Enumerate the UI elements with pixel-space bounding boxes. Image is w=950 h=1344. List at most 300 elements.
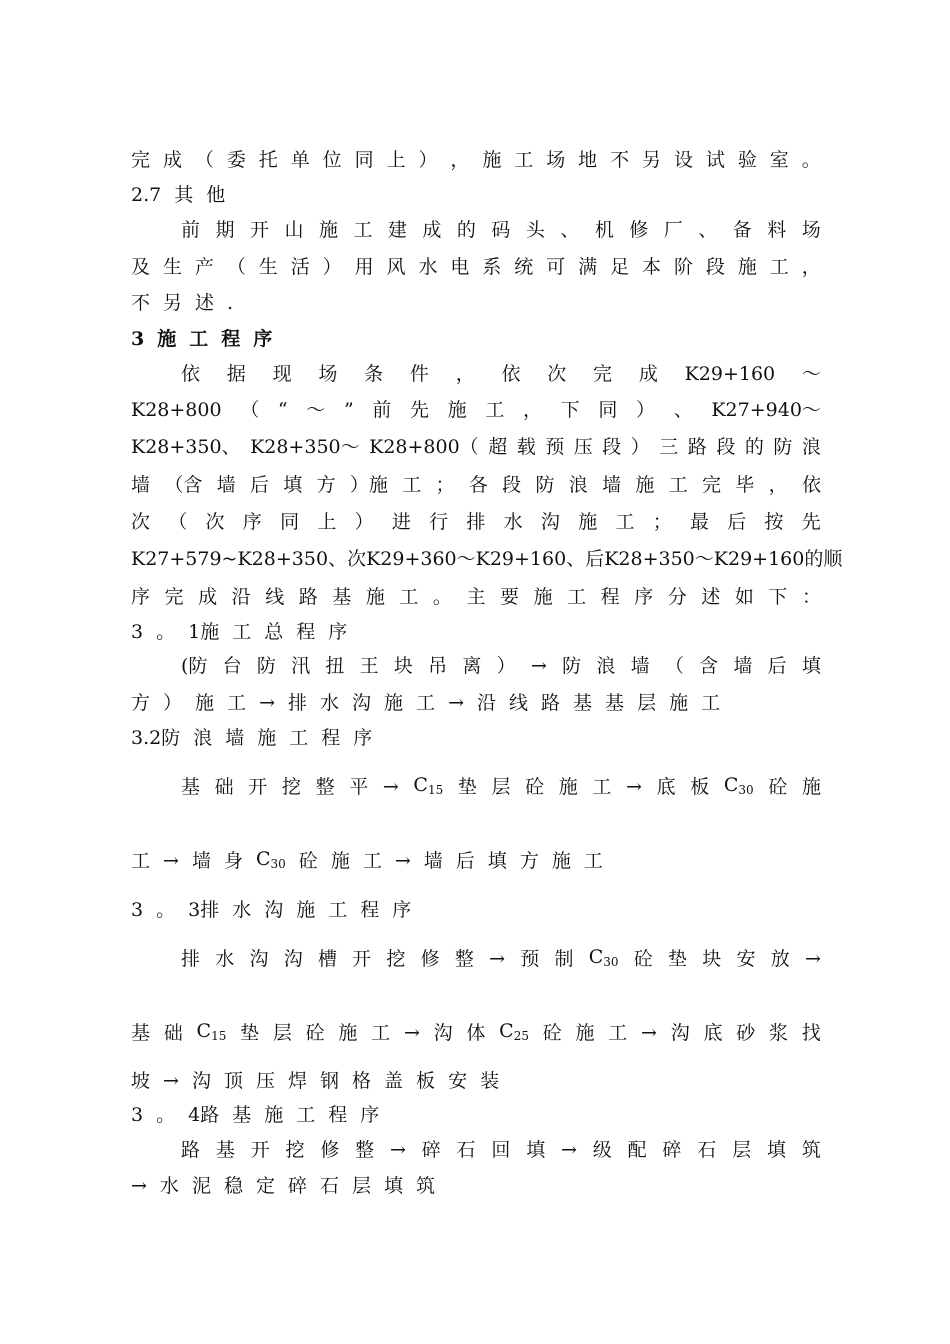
text-token: 完 — [164, 586, 184, 608]
text-line — [131, 392, 821, 428]
text-token: → — [259, 692, 275, 714]
text-token: 筑 — [416, 1175, 436, 1197]
text-token: 生 — [162, 256, 182, 278]
text-token: 墙 — [423, 850, 443, 872]
text-token: → — [131, 1175, 147, 1197]
text-token: 整 — [454, 948, 474, 970]
text-token: 前 — [181, 219, 201, 241]
text-token: 吊 — [428, 655, 448, 677]
text-token: 水 — [159, 1175, 179, 1197]
text-token: 段 — [716, 436, 736, 458]
text-token: 备 — [732, 219, 752, 241]
text-token: 各 — [468, 474, 488, 496]
text-token: 总 — [264, 621, 284, 643]
text-token: 序 — [353, 727, 373, 749]
text-token: 最 — [689, 511, 709, 533]
text-token: 开 — [249, 219, 269, 241]
text-token: → — [163, 850, 179, 872]
text-token: 工 — [189, 328, 209, 350]
text-token: 浪 — [596, 655, 616, 677]
text-token: 填 — [384, 1175, 404, 1197]
text-token: 线 — [265, 586, 285, 608]
text-token: 序 — [242, 511, 262, 533]
text-token: 填 — [801, 655, 821, 677]
text-token: 底 — [703, 1022, 723, 1044]
text-token: 身 — [223, 850, 243, 872]
text-token: 离 — [462, 655, 482, 677]
text-token: 期 — [215, 219, 235, 241]
text-token: 筑 — [801, 1139, 821, 1161]
text-token: ～ — [306, 399, 326, 421]
text-token: → — [394, 850, 411, 872]
text-token: 开 — [352, 948, 372, 970]
text-token: 平 — [349, 776, 369, 798]
text-token: → — [641, 1022, 657, 1044]
text-token: 件 — [409, 363, 429, 385]
text-token: 墙 — [630, 655, 650, 677]
text-token: 配 — [627, 1139, 647, 1161]
text-token: 水 — [320, 692, 340, 714]
text-line — [131, 504, 821, 540]
text-token: K29+160 — [684, 363, 776, 385]
text-token: 排 — [287, 692, 307, 714]
text-token: 工 — [416, 692, 436, 714]
text-token: 程 — [600, 586, 620, 608]
text-token: 4路 — [188, 1104, 220, 1126]
text-token: 工 — [371, 1022, 391, 1044]
text-token: 机 — [594, 219, 614, 241]
text-token: 。 — [156, 899, 176, 921]
text-token: 墙 — [733, 655, 753, 677]
text-token: 板 — [690, 776, 710, 798]
text-token: 。 — [432, 586, 452, 608]
text-token: → — [561, 1139, 577, 1161]
text-token: $C_{15}$ — [196, 1019, 227, 1043]
text-token: 焊 — [287, 1070, 307, 1092]
text-token: 设 — [673, 149, 693, 171]
text-token: ， — [455, 363, 475, 385]
text-token: 修 — [629, 219, 649, 241]
text-token: 扭 — [325, 655, 345, 677]
text-token: 、 — [328, 548, 348, 570]
text-token: 先 — [409, 399, 429, 421]
text-token: 程 — [328, 1104, 348, 1126]
text-token: 用 — [354, 256, 374, 278]
text-token: 活 — [290, 256, 310, 278]
text-token: ； — [652, 511, 672, 533]
text-token: 条 — [364, 363, 384, 385]
text-token: 料 — [767, 219, 787, 241]
text-token: ） — [630, 436, 650, 458]
text-token: 层 — [352, 1175, 372, 1197]
text-token: 沟 — [249, 948, 269, 970]
text-token: 填 — [487, 850, 507, 872]
text-token: 层 — [491, 776, 511, 798]
text-token: 山 — [284, 219, 304, 241]
text-token: 他 — [206, 184, 226, 206]
text-token: 统 — [514, 256, 534, 278]
text-token: （ — [226, 256, 246, 278]
text-token: 工 — [131, 850, 151, 872]
text-token: 厂 — [663, 219, 683, 241]
text-token: 砼 — [298, 850, 318, 872]
text-token: 其 — [174, 184, 194, 206]
text-token: 不 — [131, 292, 151, 314]
text-token: 工 — [592, 776, 612, 798]
text-token: 填 — [766, 1139, 786, 1161]
text-token: 砼 — [305, 1022, 325, 1044]
text-token: 分 — [667, 586, 687, 608]
text-token: 及 — [131, 256, 151, 278]
text-line — [181, 941, 821, 977]
text-line — [131, 142, 821, 178]
text-token: 段 — [705, 256, 725, 278]
text-token: 托 — [258, 149, 278, 171]
text-token: 放 — [770, 948, 790, 970]
text-token: 施 — [447, 399, 467, 421]
text-line — [131, 467, 821, 503]
text-token: 沿 — [476, 692, 496, 714]
text-token: 预 — [545, 436, 565, 458]
text-token: 施 — [330, 850, 350, 872]
text-token: 施 — [801, 776, 821, 798]
text-token: 工 — [608, 1022, 628, 1044]
text-token: 程 — [296, 621, 316, 643]
text-token: 地 — [578, 149, 598, 171]
text-token: 要 — [500, 586, 520, 608]
text-token: 工 — [232, 621, 252, 643]
text-token: 先 — [801, 511, 821, 533]
text-token: K28+350～ — [250, 436, 360, 458]
text-token: 修 — [320, 1139, 340, 1161]
text-token: 阶 — [673, 256, 693, 278]
text-token: 程 — [221, 328, 241, 350]
text-line — [131, 285, 821, 321]
text-token: 工 — [296, 1104, 316, 1126]
text-token: 段 — [602, 436, 622, 458]
text-token: 基 — [573, 692, 593, 714]
text-token: 1施 — [188, 621, 220, 643]
text-token: 。 — [801, 149, 821, 171]
text-token: 次 — [131, 511, 151, 533]
text-token: 方 — [131, 692, 151, 714]
text-token: 石 — [320, 1175, 340, 1197]
text-token: 水 — [503, 511, 523, 533]
text-token: ） — [354, 511, 374, 533]
text-token: 沟 — [670, 1022, 690, 1044]
text-token: 另 — [642, 149, 662, 171]
text-token: ； — [435, 474, 455, 496]
text-token: 3.2防 — [131, 727, 181, 749]
text-token: 碎 — [662, 1139, 682, 1161]
text-token: 安 — [736, 948, 756, 970]
text-token: K29+160的 — [713, 548, 824, 570]
text-token: 工 — [353, 219, 373, 241]
text-token: 依 — [181, 363, 201, 385]
text-line — [181, 769, 821, 805]
text-token: 基 — [131, 1022, 151, 1044]
text-token: 足 — [610, 256, 630, 278]
text-token: 水 — [418, 256, 438, 278]
text-token: ， — [768, 474, 788, 496]
text-token: 3 — [131, 328, 145, 350]
text-token: (防 — [181, 655, 208, 677]
text-token: 成 — [162, 149, 182, 171]
text-token: → — [403, 1022, 420, 1044]
text-token: 工 — [615, 511, 635, 533]
text-token: 施 — [558, 776, 578, 798]
text-token: 钢 — [320, 1070, 340, 1092]
text-token: 头 — [525, 219, 545, 241]
section-heading — [131, 1097, 821, 1133]
text-line — [131, 1015, 821, 1051]
text-token: 碎 — [287, 1175, 307, 1197]
text-token: 进 — [391, 511, 411, 533]
text-token: 工 — [485, 399, 505, 421]
text-token: 三 — [659, 436, 679, 458]
text-token: 现 — [272, 363, 292, 385]
text-token: 体 — [466, 1022, 486, 1044]
text-token: 路 — [181, 1139, 201, 1161]
text-token: 基 — [181, 776, 201, 798]
text-token: ， — [523, 399, 543, 421]
text-token: 施 — [195, 692, 215, 714]
text-token: 砼 — [633, 948, 653, 970]
text-token: 系 — [482, 256, 502, 278]
text-token: 线 — [509, 692, 529, 714]
text-token: （ — [664, 655, 684, 677]
text-token: 路 — [687, 436, 707, 458]
text-token: 坡 — [131, 1070, 151, 1092]
text-token: 挖 — [281, 776, 301, 798]
text-token: 板 — [416, 1070, 436, 1092]
text-token: 场 — [801, 219, 821, 241]
text-token: 、 — [560, 219, 580, 241]
text-token: 序 — [253, 328, 273, 350]
text-token: 墙 — [131, 474, 151, 496]
text-token: 下 — [768, 586, 788, 608]
text-token: 上 — [317, 511, 337, 533]
text-token: 填 — [526, 1139, 546, 1161]
text-token: 路 — [541, 692, 561, 714]
text-token: K28+800 — [131, 399, 222, 421]
text-token: 层 — [637, 692, 657, 714]
text-token: 础 — [163, 1022, 183, 1044]
text-token: 后 — [249, 474, 269, 496]
text-token: 3 — [131, 1104, 144, 1126]
text-token: 工 — [289, 727, 309, 749]
text-token: 砼 — [525, 776, 545, 798]
text-token: 挖 — [285, 1139, 305, 1161]
text-token: 试 — [705, 149, 725, 171]
text-token: 底 — [656, 776, 676, 798]
text-token: 后 — [455, 850, 475, 872]
text-token: 石 — [697, 1139, 717, 1161]
text-token: 次 — [347, 548, 367, 570]
text-token: 述 — [701, 586, 721, 608]
text-token: $C_{30}$ — [588, 945, 619, 969]
text-token: 水 — [232, 899, 252, 921]
text-token: 盖 — [384, 1070, 404, 1092]
text-token: 。 — [156, 1104, 176, 1126]
text-token: 填 — [283, 474, 303, 496]
text-token: 沟 — [433, 1022, 453, 1044]
text-token: ） — [496, 655, 516, 677]
text-token: 序 — [634, 586, 654, 608]
text-token: 同 — [598, 399, 618, 421]
text-token: 含 — [699, 655, 719, 677]
text-line — [181, 1132, 821, 1168]
text-token: 王 — [359, 655, 379, 677]
text-token: 施 — [264, 1104, 284, 1126]
text-token: 同 — [354, 149, 374, 171]
text-token: 浆 — [768, 1022, 788, 1044]
text-token: . — [227, 292, 234, 314]
text-token: ， — [450, 149, 470, 171]
text-token: 修 — [420, 948, 440, 970]
text-token: 排 — [466, 511, 486, 533]
text-token: 验 — [737, 149, 757, 171]
text-token: 序 — [360, 1104, 380, 1126]
text-token: 制 — [554, 948, 574, 970]
text-token: K27+579~K28+350 — [131, 548, 329, 570]
text-token: 超 — [488, 436, 508, 458]
text-token: 施 — [482, 149, 502, 171]
text-token: 预 — [520, 948, 540, 970]
text-token: 础 — [214, 776, 234, 798]
text-line — [131, 685, 821, 721]
text-token: 方 — [519, 850, 539, 872]
text-token: 施 — [575, 1022, 595, 1044]
text-token: 段 — [502, 474, 522, 496]
text-token: 。 — [156, 621, 176, 643]
text-token: 施 — [737, 256, 757, 278]
text-token: 不 — [610, 149, 630, 171]
text-token: K28+350～ — [604, 548, 714, 570]
text-token: K29+360～ — [366, 548, 476, 570]
text-token: 顶 — [223, 1070, 243, 1092]
text-token: 砂 — [736, 1022, 756, 1044]
text-token: 序 — [328, 621, 348, 643]
text-token: 的 — [456, 219, 476, 241]
text-token: 垫 — [668, 948, 688, 970]
text-token: $C_{25}$ — [499, 1019, 529, 1043]
text-token: 施 — [635, 474, 655, 496]
text-token: 成 — [638, 363, 658, 385]
text-token: 挖 — [386, 948, 406, 970]
text-token: ， — [801, 256, 821, 278]
text-token: 层 — [732, 1139, 752, 1161]
text-token: 后 — [767, 655, 787, 677]
text-token: → — [530, 655, 547, 677]
text-token: 墙 — [225, 727, 245, 749]
text-line — [131, 1063, 821, 1099]
text-token: 石 — [456, 1139, 476, 1161]
text-token: ～ — [801, 363, 821, 385]
text-token: → — [382, 776, 399, 798]
text-token: K27+940～ — [711, 399, 821, 421]
text-token: 室 — [769, 149, 789, 171]
text-token: 砼 — [768, 776, 788, 798]
text-token: 上 — [386, 149, 406, 171]
text-token: 序 — [392, 899, 412, 921]
text-token: 2.7 — [131, 184, 162, 206]
text-token: 工 — [227, 692, 247, 714]
text-token: 浪 — [193, 727, 213, 749]
text-token: 施 — [157, 328, 177, 350]
text-token: ）施 — [349, 474, 388, 496]
text-token: 依 — [501, 363, 521, 385]
text-token: 工 — [583, 850, 603, 872]
text-token: 泥 — [191, 1175, 211, 1197]
section-heading — [131, 614, 821, 650]
text-token: 生 — [258, 256, 278, 278]
text-token: 序 — [131, 586, 151, 608]
text-token: ： — [801, 586, 821, 608]
text-token: 整 — [315, 776, 335, 798]
text-token: 级 — [592, 1139, 612, 1161]
text-token: 路 — [298, 586, 318, 608]
text-token: 后 — [727, 511, 747, 533]
text-token: $C_{15}$ — [413, 773, 444, 797]
text-token: → — [489, 948, 506, 970]
text-token: 防 — [773, 436, 793, 458]
text-token: 成 — [198, 586, 218, 608]
text-token: → — [804, 948, 821, 970]
text-token: K28+350、 — [131, 436, 241, 458]
text-token: 成 — [422, 219, 442, 241]
text-token: 、 — [673, 399, 693, 421]
text-token: 工 — [399, 586, 419, 608]
text-token: 完 — [131, 149, 151, 171]
text-token: 找 — [801, 1022, 821, 1044]
text-token: ） — [322, 256, 342, 278]
text-token: 场 — [318, 363, 338, 385]
text-token: 防 — [256, 655, 276, 677]
text-line — [131, 1168, 821, 1204]
text-token: K29+160、 — [475, 548, 586, 570]
text-token: 施 — [551, 850, 571, 872]
text-token: 安 — [448, 1070, 468, 1092]
section-heading — [131, 321, 821, 357]
text-token: 可 — [546, 256, 566, 278]
text-token: 3排 — [188, 899, 220, 921]
text-token: 沿 — [231, 586, 251, 608]
text-token: 产 — [194, 256, 214, 278]
text-token: 下 — [560, 399, 580, 421]
text-token: 墙 — [602, 474, 622, 496]
text-line — [131, 579, 821, 615]
text-token: 整 — [355, 1139, 375, 1161]
text-token: 沟 — [540, 511, 560, 533]
text-token: 按 — [764, 511, 784, 533]
text-token: 层 — [272, 1022, 292, 1044]
text-token: 工 — [769, 256, 789, 278]
text-token: 墙 — [191, 850, 211, 872]
text-token: 工 — [328, 899, 348, 921]
text-token: 、 — [698, 219, 718, 241]
text-token: 建 — [387, 219, 407, 241]
text-token: 墙 — [216, 474, 236, 496]
text-token: 施 — [384, 692, 404, 714]
text-token: 本 — [642, 256, 662, 278]
text-token: $C_{30}$ — [255, 847, 286, 871]
text-token: 如 — [734, 586, 754, 608]
section-heading — [131, 892, 821, 928]
text-token: 开 — [250, 1139, 270, 1161]
text-token: 浪 — [801, 436, 821, 458]
text-token: 施 — [338, 1022, 358, 1044]
